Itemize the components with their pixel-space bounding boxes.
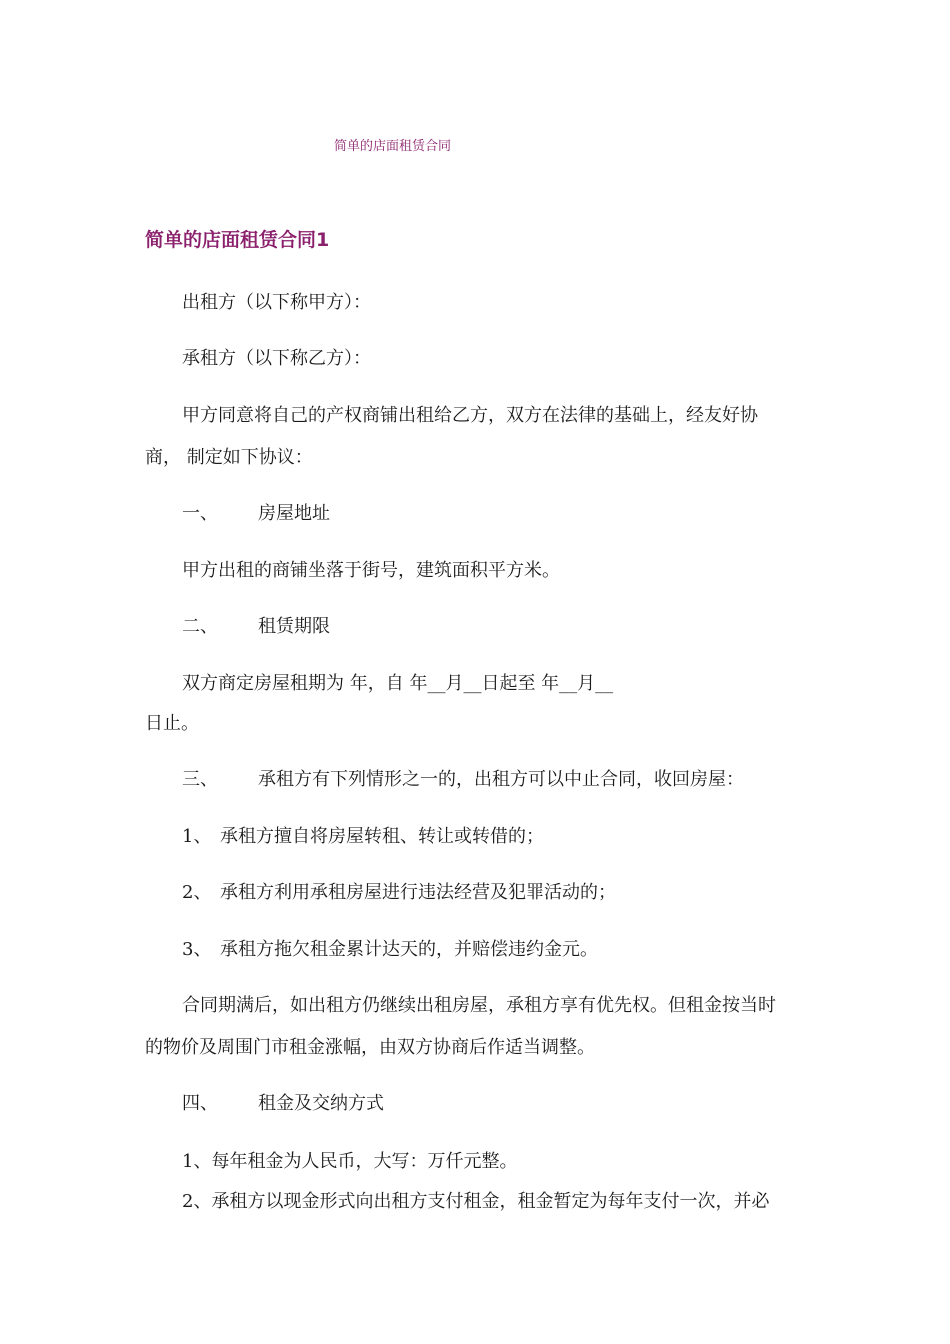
section-1-number: 一、 <box>182 503 218 524</box>
section-2-heading <box>182 616 330 638</box>
section-1-body: 甲方出租的商铺坐落于街号，建筑面积平方米。 <box>182 560 560 581</box>
page-header: 简单的店面租赁合同 <box>334 139 452 154</box>
lessor-line: 出租方（以下称甲方）： <box>182 292 371 313</box>
section-3-heading <box>182 769 744 791</box>
document-title: 简单的店面租赁合同1 <box>145 229 330 251</box>
section-3-number: 三、 <box>182 769 218 790</box>
item-number: 1、 <box>182 826 212 847</box>
section-3-title: 承租方有下列情形之一的，出租方可以中止合同，收回房屋： <box>258 769 744 790</box>
item-text: 承租方利用承租房屋进行违法经营及犯罪活动的； <box>220 882 616 903</box>
section-4-number: 四、 <box>182 1093 218 1114</box>
item-number: 2、 <box>182 882 212 903</box>
section-3-item-1 <box>182 826 544 848</box>
section-4-item-2: 2、承租方以现金形式向出租方支付租金，租金暂定为每年支付一次，并必 <box>182 1191 770 1212</box>
section-1-title: 房屋地址 <box>258 503 330 524</box>
section-2-title: 租赁期限 <box>258 616 330 637</box>
section-3-item-3 <box>182 939 598 961</box>
item-text: 承租方拖欠租金累计达天的，并赔偿违约金元。 <box>220 939 598 960</box>
section-4-item-1: 1、每年租金为人民币，大写：万仟元整。 <box>182 1151 518 1172</box>
intro-paragraph-line-2: 商， 制定如下协议： <box>145 447 313 468</box>
section-4-heading <box>182 1093 384 1115</box>
section-3-tail-line-2: 的物价及周围门市租金涨幅，由双方协商后作适当调整。 <box>145 1037 595 1058</box>
intro-paragraph-line-1: 甲方同意将自己的产权商铺出租给乙方，双方在法律的基础上，经友好协 <box>182 405 758 426</box>
section-3-item-2 <box>182 882 616 904</box>
section-3-tail-line-1: 合同期满后，如出租方仍继续出租房屋，承租方享有优先权。但租金按当时 <box>182 995 776 1016</box>
section-2-number: 二、 <box>182 616 218 637</box>
item-number: 3、 <box>182 939 212 960</box>
section-1-heading <box>182 503 330 525</box>
lessee-line: 承租方（以下称乙方）： <box>182 348 371 369</box>
item-text: 承租方擅自将房屋转租、转让或转借的； <box>220 826 544 847</box>
section-4-title: 租金及交纳方式 <box>258 1093 384 1114</box>
section-2-body-line-2: 日止。 <box>145 713 199 734</box>
section-2-body-line-1: 双方商定房屋租期为 年，自 年__月__日起至 年__月__ <box>182 673 614 694</box>
